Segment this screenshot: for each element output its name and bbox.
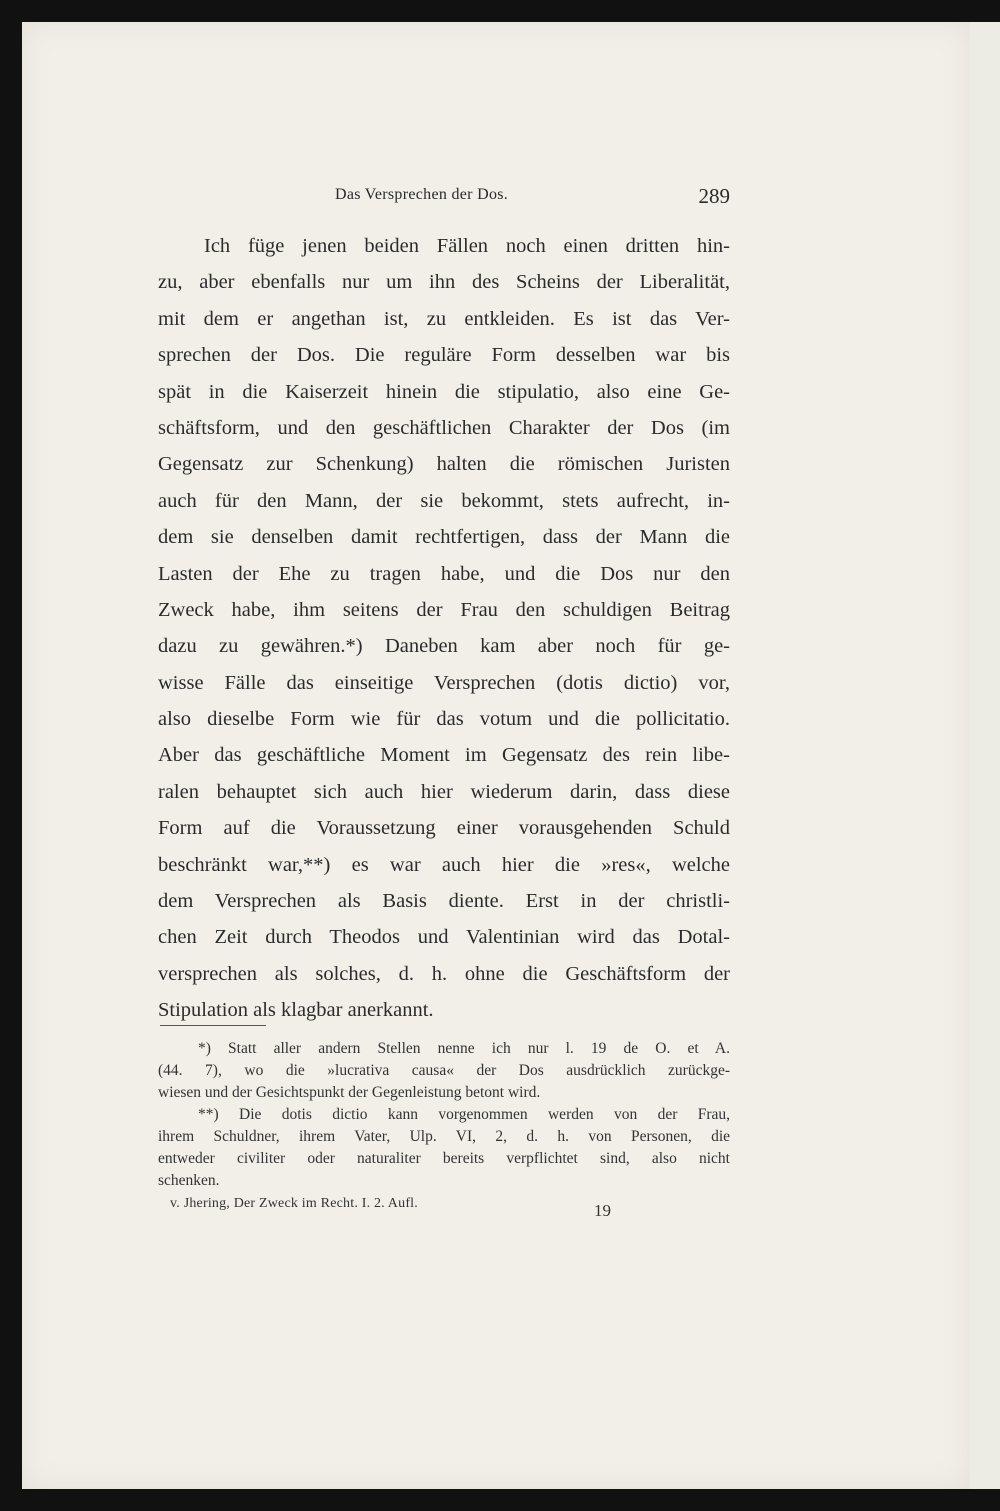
page-edge xyxy=(970,22,1000,1489)
footnote-2-line: schenken. xyxy=(158,1172,220,1189)
text-line: zu, aber ebenfalls nur um ihn des Scheins der Liberalität, xyxy=(158,271,730,294)
text-line: Gegensatz zur Schenkung) halten die römischen Juristen xyxy=(158,453,730,476)
page-number: 289 xyxy=(698,184,730,208)
footnote-1-line: *) Statt aller andern Stellen nenne ich nur l. 19 de O. et A. xyxy=(198,1040,730,1057)
text-line: spät in die Kaiserzeit hinein die stipulatio, also eine Ge- xyxy=(158,380,730,403)
text-line: ralen behauptet sich auch hier wiederum darin, dass diese xyxy=(158,780,730,803)
text-line: dem sie denselben damit rechtfertigen, dass der Mann die xyxy=(158,526,730,549)
text-line: wisse Fälle das einseitige Versprechen (dotis dictio) vor, xyxy=(158,671,730,694)
footnote-1-line: wiesen und der Gesichtspunkt der Gegenleistung betont wird. xyxy=(158,1084,541,1101)
text-line: also dieselbe Form wie für das votum und die pollicitatio. xyxy=(158,708,730,731)
footnote-1-line: (44. 7), wo die »lucrativa causa« der Dos ausdrücklich zurückge- xyxy=(158,1062,730,1079)
text-line: versprechen als solches, d. h. ohne die Geschäftsform der xyxy=(158,962,730,985)
footnote-2-line: ihrem Schuldner, ihrem Vater, Ulp. VI, 2, d. h. von Personen, die xyxy=(158,1128,730,1145)
text-line: Ich füge jenen beiden Fällen noch einen dritten hin- xyxy=(204,235,730,257)
text-line: Stipulation als klagbar anerkannt. xyxy=(158,999,434,1022)
text-line: Zweck habe, ihm seitens der Frau den schuldigen Beitrag xyxy=(158,598,730,621)
footnote-rule xyxy=(160,1025,266,1026)
body-paragraph xyxy=(158,228,730,1029)
text-line: dem Versprechen als Basis diente. Erst in der christli- xyxy=(158,890,730,913)
footnote-2-line: entweder civiliter oder naturaliter bereits verpflichtet sind, also nicht xyxy=(158,1150,730,1167)
text-line: mit dem er angethan ist, zu entkleiden. Es ist das Ver- xyxy=(158,307,730,330)
text-line: Form auf die Voraussetzung einer vorausgehenden Schuld xyxy=(158,817,730,840)
text-line: Aber das geschäftliche Moment im Gegensatz des rein libe- xyxy=(158,744,730,767)
signature-line: v. Jhering, Der Zweck im Recht. I. 2. Aufl. xyxy=(170,1196,418,1211)
text-line: schäftsform, und den geschäftlichen Charakter der Dos (im xyxy=(158,416,730,439)
running-head xyxy=(335,186,730,210)
text-line: beschränkt war,**) es war auch hier die »res«, welche xyxy=(158,853,730,876)
text-line: auch für den Mann, der sie bekommt, stets aufrecht, in- xyxy=(158,489,730,512)
text-line: Lasten der Ehe zu tragen habe, und die Dos nur den xyxy=(158,562,730,585)
text-line: chen Zeit durch Theodos und Valentinian wird das Dotal- xyxy=(158,926,730,949)
footnotes xyxy=(158,1038,730,1192)
running-title: Das Versprechen der Dos. xyxy=(335,186,509,203)
signature-mark: 19 xyxy=(594,1201,611,1220)
footnote-2-line: **) Die dotis dictio kann vorgenommen werden von der Frau, xyxy=(198,1106,730,1123)
text-line: sprechen der Dos. Die reguläre Form desselben war bis xyxy=(158,344,730,367)
text-line: dazu zu gewähren.*) Daneben kam aber noch für ge- xyxy=(158,635,730,658)
